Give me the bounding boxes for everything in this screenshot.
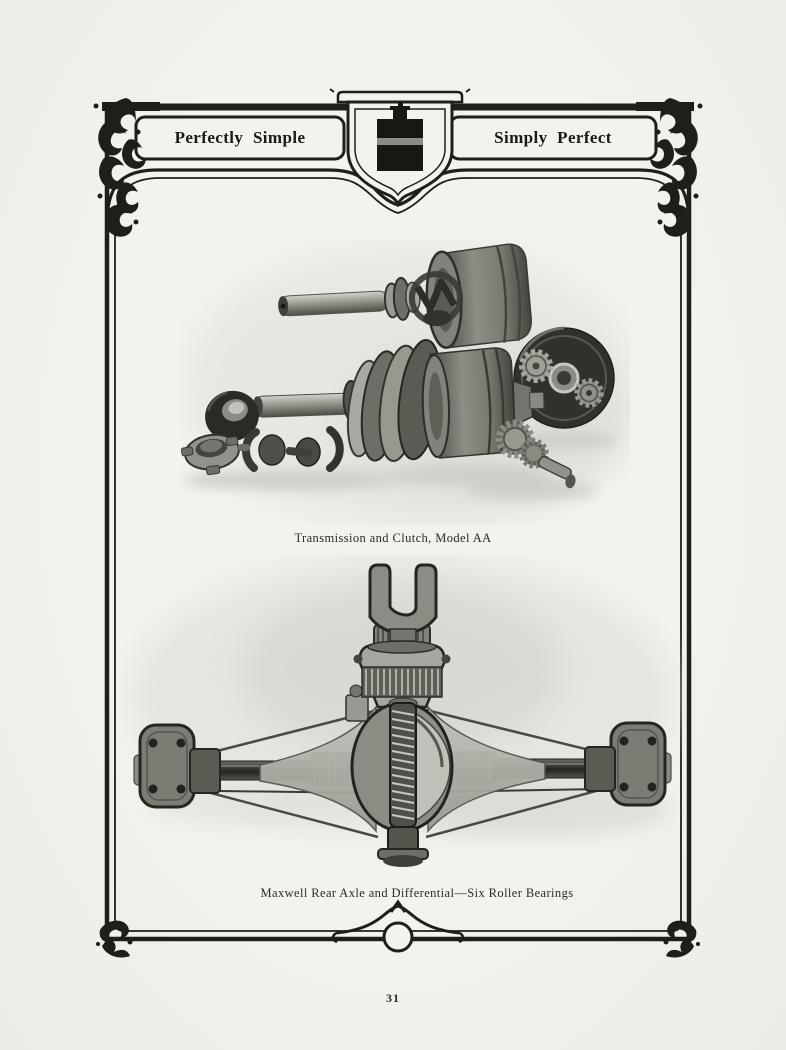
lower-bearing-column bbox=[378, 827, 428, 867]
transmission-photo bbox=[180, 240, 630, 525]
spring-perch-right bbox=[611, 723, 671, 805]
header-motto-right: Simply Perfect bbox=[494, 128, 612, 147]
page-number: 31 bbox=[386, 991, 400, 1005]
spring-seat-left bbox=[190, 749, 220, 793]
figure-caption-transmission: Transmission and Clutch, Model AA bbox=[294, 531, 492, 545]
spring-perch-left bbox=[134, 725, 194, 807]
figure-caption-rear-axle: Maxwell Rear Axle and Differential—Six Roller Bearings bbox=[260, 886, 574, 900]
spring-seat-right bbox=[585, 747, 615, 791]
ornament-bottom-center bbox=[333, 902, 464, 951]
radiator-emblem-icon bbox=[330, 89, 470, 204]
header-motto-left: Perfectly Simple bbox=[174, 128, 306, 147]
rear-axle-photo bbox=[120, 555, 685, 875]
